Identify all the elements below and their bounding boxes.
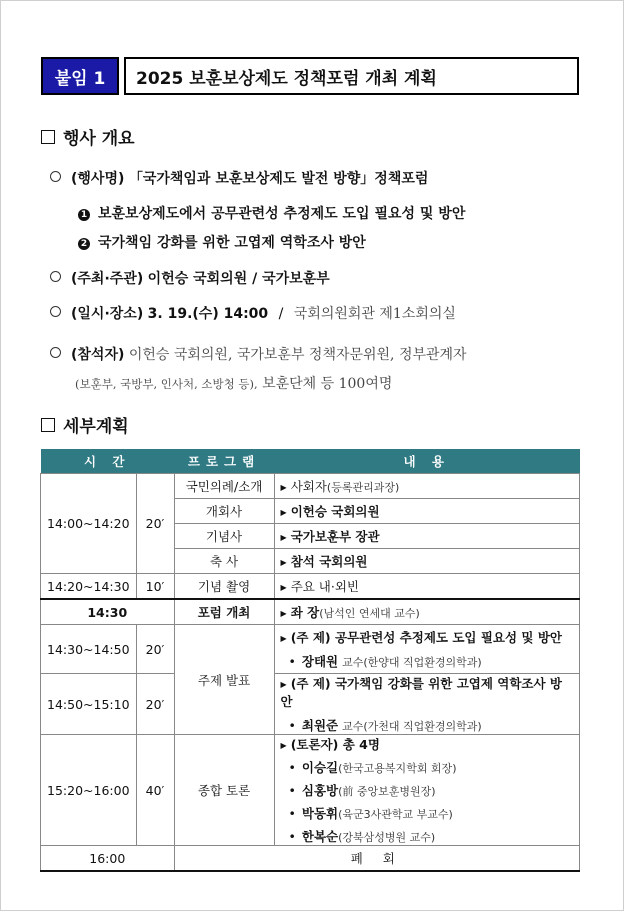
content-cell: ▶ 주요 내·외빈 xyxy=(274,574,579,600)
date-place-line xyxy=(50,303,456,323)
program-cell: 종합 토론 xyxy=(174,735,274,846)
square-bullet-icon xyxy=(41,418,55,432)
content-cell: ▶ 사회자(등록관리과장) xyxy=(274,474,579,499)
table-header-row xyxy=(41,449,580,474)
content-cell: ▶ 이헌승 국회의원 xyxy=(274,499,579,524)
table-row xyxy=(41,735,580,846)
host-label: (주최·주관) xyxy=(71,271,144,287)
event-name-value: 「국가책임과 보훈보상제도 발전 방향」정책포럼 xyxy=(128,171,429,187)
document-title: 2025 보훈보상제도 정책포럼 개최 계획 xyxy=(124,57,579,95)
topic-2-line xyxy=(78,232,366,252)
content-cell: ▶ (주 제) 국가책임 강화를 위한 고엽제 역학조사 방안 • 최원준 교수(가천대 직업환경의학과) xyxy=(274,674,579,735)
section-overview-heading xyxy=(41,124,135,149)
event-name-line xyxy=(50,168,428,188)
program-cell: 국민의례/소개 xyxy=(174,474,274,499)
number-two-icon: 2 xyxy=(78,238,90,250)
content-cell: ▶ (토론자) 총 4명 • 이승길(한국고용복지학회 회장) • 심홍방(前 중앙보훈병원장) • 박동휘(육군3사관학교 부교수) • 한복순(강북삼성병원 교수) xyxy=(274,735,579,846)
square-bullet-icon xyxy=(41,130,55,144)
section-detail-heading xyxy=(41,412,129,437)
schedule-table xyxy=(40,449,580,872)
attendees-value: 이헌승 국회의원, 국가보훈부 정책자문위원, 정부관계자 xyxy=(128,347,467,363)
time-cell: 14:00~14:20 xyxy=(41,474,137,574)
content-cell: ▶ 참석 국회의원 xyxy=(274,549,579,574)
program-cell: 주제 발표 xyxy=(174,625,274,735)
table-row xyxy=(41,674,580,735)
time-cell: 14:30~14:50 xyxy=(41,625,137,674)
attendees-value-2: 보훈단체 등 100여명 xyxy=(262,376,393,392)
attendees-label: (참석자) xyxy=(71,347,125,363)
col-header-content: 내 용 xyxy=(274,449,579,474)
program-cell: 개회사 xyxy=(174,499,274,524)
content-cell: ▶ (주 제) 공무관련성 추정제도 도입 필요성 및 방안 • 장태원 교수(한양대 직업환경의학과) xyxy=(274,625,579,674)
detail-heading-text: 세부계획 xyxy=(63,417,129,437)
table-row xyxy=(41,625,580,674)
host-value: 이헌승 국회의원 / 국가보훈부 xyxy=(147,271,330,287)
number-one-icon: 1 xyxy=(78,209,90,221)
duration-cell: 10′ xyxy=(136,574,174,600)
duration-cell: 20′ xyxy=(136,674,174,735)
attendees-note: (보훈부, 국방부, 인사처, 소방청 등), xyxy=(75,377,258,391)
table-row xyxy=(41,574,580,600)
date-value: 3. 19.(수) 14:00 xyxy=(147,306,269,322)
topic-1-line xyxy=(78,203,465,223)
attendees-line-2 xyxy=(75,373,392,393)
table-row xyxy=(41,474,580,499)
host-line xyxy=(50,268,330,288)
date-place-separator: / xyxy=(278,306,284,322)
circle-bullet-icon xyxy=(50,271,61,282)
overview-heading-text: 행사 개요 xyxy=(63,129,135,149)
circle-bullet-icon xyxy=(50,306,61,317)
program-cell: 기념사 xyxy=(174,524,274,549)
content-cell: ▶ 국가보훈부 장관 xyxy=(274,524,579,549)
attachment-badge: 붙임 1 xyxy=(41,57,119,95)
duration-cell: 20′ xyxy=(136,625,174,674)
place-value: 국회의원회관 제1소회의실 xyxy=(293,306,456,322)
date-label: (일시·장소) xyxy=(71,306,144,322)
circle-bullet-icon xyxy=(50,347,61,358)
duration-cell: 40′ xyxy=(136,735,174,846)
content-cell: ▶ 좌 장(남석인 연세대 교수) xyxy=(274,599,579,625)
table-row xyxy=(41,846,580,872)
table-row xyxy=(41,599,580,625)
col-header-program: 프로그램 xyxy=(174,449,274,474)
time-cell: 15:20~16:00 xyxy=(41,735,137,846)
program-cell: 축 사 xyxy=(174,549,274,574)
time-cell: 14:50~15:10 xyxy=(41,674,137,735)
duration-cell: 20′ xyxy=(136,474,174,574)
content-cell: 폐 회 xyxy=(174,846,579,872)
circle-bullet-icon xyxy=(50,171,61,182)
event-name-label: (행사명) xyxy=(71,171,125,187)
time-cell: 14:30 xyxy=(41,599,175,625)
col-header-time: 시 간 xyxy=(41,449,175,474)
program-cell: 기념 촬영 xyxy=(174,574,274,600)
time-cell: 16:00 xyxy=(41,846,175,872)
topic-2-text: 국가책임 강화를 위한 고엽제 역학조사 방안 xyxy=(98,235,366,251)
attendees-line xyxy=(50,344,467,364)
program-cell: 포럼 개최 xyxy=(174,599,274,625)
time-cell: 14:20~14:30 xyxy=(41,574,137,600)
topic-1-text: 보훈보상제도에서 공무관련성 추정제도 도입 필요성 및 방안 xyxy=(98,206,466,222)
